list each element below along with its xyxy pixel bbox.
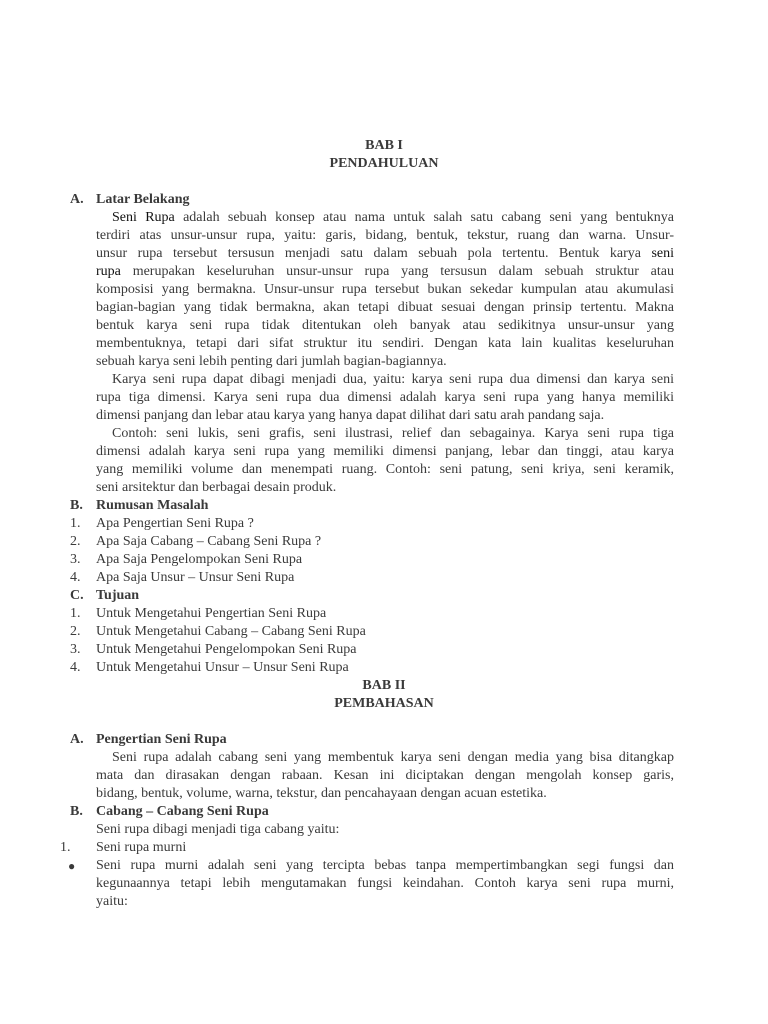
list-item: Untuk Mengetahui Unsur – Unsur Seni Rupa [96,660,349,675]
paragraph-line: bidang, bentuk, volume, warna, tekstur, dan pencahayaan dengan acuan estetika. [96,786,547,801]
list-item: Untuk Mengetahui Cabang – Cabang Seni Rupa [96,624,366,639]
paragraph-line: seni arsitektur dan berbagai desain produk. [96,480,337,495]
list-item: Seni rupa murni [96,840,187,855]
section-letter: B. [70,804,83,819]
paragraph-line: bentuk karya seni rupa tidak ditentukan oleh banyak atau sedikitnya unsur-unsur yang [96,318,674,333]
section-letter: A. [70,732,84,747]
list-number: 1. [70,516,81,531]
chapter-subtitle: PEMBAHASAN [334,696,434,711]
list-item: Apa Saja Pengelompokan Seni Rupa [96,552,303,567]
list-number: 4. [70,660,81,675]
paragraph-line: Seni rupa dibagi menjadi tiga cabang yaitu: [96,822,340,837]
section-heading: Rumusan Masalah [96,498,209,513]
paragraph-line: Seni rupa adalah cabang seni yang membentuk karya seni dengan media yang bisa ditangkap [112,750,674,765]
list-item: Apa Saja Cabang – Cabang Seni Rupa ? [96,534,322,549]
paragraph-line: yang memiliki volume dan menempati ruang. Contoh: seni patung, seni kriya, seni keramik, [96,462,674,477]
list-item: Untuk Mengetahui Pengelompokan Seni Rupa [96,642,357,657]
paragraph-line: dimensi panjang dan lebar atau karya yang hanya dapat dilihat dari satu arah pandang saja. [96,408,605,423]
paragraph-line: mata dan dirasakan dengan rabaan. Kesan ini diciptakan dengan mengolah konsep garis, [96,768,674,783]
list-number: 3. [70,642,81,657]
list-number: 1. [70,606,81,621]
paragraph-line: Karya seni rupa dapat dibagi menjadi dua, yaitu: karya seni rupa dua dimensi dan karya seni [112,372,674,387]
section-letter: A. [70,192,84,207]
list-number: 2. [70,534,81,549]
paragraph-line: rupa merupakan keseluruhan unsur-unsur rupa yang tersusun dalam sebuah struktur atau [96,264,674,279]
section-heading: Latar Belakang [96,192,190,207]
list-item: Apa Saja Unsur – Unsur Seni Rupa [96,570,295,585]
chapter-title: BAB I [365,138,403,153]
paragraph-line: membentuknya, tetapi dari sifat struktur itu sendiri. Dengan kata lain kualitas keseluruhan [96,336,674,351]
section-heading: Tujuan [96,588,140,603]
paragraph-line: Contoh: seni lukis, seni grafis, seni ilustrasi, relief dan sebagainya. Karya seni rupa tiga [112,426,674,441]
paragraph-line: kegunaannya tetapi lebih mengutamakan fungsi keindahan. Contoh karya seni rupa murni, [96,876,674,891]
paragraph-line: rupa tiga dimensi. Karya seni rupa dua dimensi adalah karya seni rupa yang hanya memiliki [96,390,674,405]
paragraph-line: unsur rupa tersebut tersusun menjadi satu dalam sebuah pola tertentu. Bentuk karya seni [96,246,675,261]
seni-link[interactable]: seni [651,246,675,261]
chapter-title: BAB II [362,678,406,693]
section-heading: Pengertian Seni Rupa [96,732,227,747]
paragraph-line: yaitu: [96,894,128,909]
list-number: 2. [70,624,81,639]
list-number: 3. [70,552,81,567]
chapter-subtitle: PENDAHULUAN [329,156,439,171]
list-number: 1. [60,840,71,855]
paragraph-line: Seni Rupa adalah sebuah konsep atau nama untuk salah satu cabang seni yang bentuknya [112,210,675,225]
section-letter: B. [70,498,83,513]
paragraph-line: terdiri atas unsur-unsur rupa, yaitu: garis, bidang, bentuk, tekstur, ruang dan warna. Unsur- [96,228,674,243]
list-item: Untuk Mengetahui Pengertian Seni Rupa [96,606,327,621]
list-number: 4. [70,570,81,585]
section-letter: C. [70,588,84,603]
bullet-icon: ● [68,859,76,873]
seni-rupa-link[interactable]: Seni Rupa [112,210,175,225]
list-item: Apa Pengertian Seni Rupa ? [96,516,254,531]
paragraph-line: bagian-bagian yang tidak bermakna, akan tetapi dibuat sesuai dengan prinsip tertentu. Makna [96,300,674,315]
section-heading: Cabang – Cabang Seni Rupa [96,804,269,819]
paragraph-line: Seni rupa murni adalah seni yang tercipta bebas tanpa mempertimbangkan segi fungsi dan [96,858,674,873]
rupa-link[interactable]: rupa [96,264,121,279]
paragraph-line: dimensi adalah karya seni rupa yang memiliki dimensi panjang, lebar dan tinggi, atau karya [96,444,674,459]
paragraph-line: komposisi yang bermakna. Unsur-unsur rupa tersebut bukan sekedar kumpulan atau akumulasi [96,282,674,297]
paragraph-line: sebuah karya seni lebih penting dari jumlah bagian-bagiannya. [96,354,447,369]
